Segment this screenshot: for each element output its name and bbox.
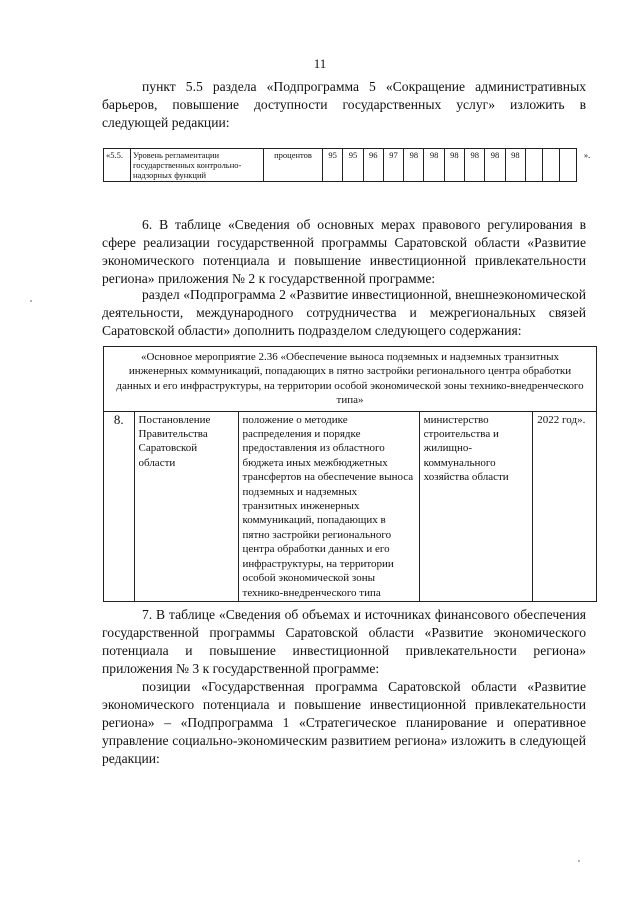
page-number: 11 bbox=[313, 56, 327, 71]
subsection-header: «Основное мероприятие 2.36 «Обеспечение выноса подземных и надземных транзитных инженерных коммуникаций, попадающих в пятно застройки регионального центра обработки данных и его инфраструктуры, на территории особой экономической зоны технико-внедренческого типа» bbox=[104, 347, 597, 412]
measures-table bbox=[103, 346, 597, 602]
value-cell: 97 bbox=[383, 149, 403, 182]
table-row bbox=[104, 149, 598, 182]
intro-paragraph: пункт 5.5 раздела «Подпрограмма 5 «Сокращение административных барьеров, повышение доступности государственных услуг» изложить в следующей редакции: bbox=[102, 79, 586, 130]
item7-paragraph: 7. В таблице «Сведения об объемах и источниках финансового обеспечения государственной программы Саратовской области «Развитие экономического потенциала и повышение инвестиционной привлекательности региона» приложения № 3 к государственной программе: bbox=[102, 607, 586, 676]
value-cell: 98 bbox=[404, 149, 424, 182]
value-cell: 98 bbox=[465, 149, 485, 182]
row-number-cell: «5.5. bbox=[104, 149, 131, 182]
unit-cell: процентов bbox=[264, 149, 323, 182]
table-header-row bbox=[104, 347, 597, 412]
executor-cell: министерство строительства и жилищно-коммунального хозяйства области bbox=[419, 411, 533, 601]
row-number-cell: 8. bbox=[104, 411, 135, 601]
closing-quote: ». bbox=[583, 149, 591, 160]
value-cell bbox=[543, 149, 560, 182]
value-cell: 98 bbox=[444, 149, 464, 182]
item6-subparagraph: раздел «Подпрограмма 2 «Развитие инвестиционной, внешнеэкономической деятельности, международного сотрудничества и межрегиональных связей Саратовской области» дополнить подразделом следующего содержания: bbox=[102, 287, 586, 338]
value-cell: 96 bbox=[363, 149, 383, 182]
item6-paragraph: 6. В таблице «Сведения об основных мерах правового регулирования в сфере реализации государственной программы Саратовской области «Развитие экономического потенциала и повышение инвестиционной привлекательности региона» приложения № 2 к государственной программе: bbox=[102, 217, 586, 286]
table-row bbox=[104, 411, 597, 601]
indicator-name-cell: Уровень регламентации государственных контрольно-надзорных функций bbox=[131, 149, 264, 182]
value-cell bbox=[526, 149, 543, 182]
value-cell: 98 bbox=[424, 149, 444, 182]
value-cell: 98 bbox=[485, 149, 505, 182]
deadline-cell: 2022 год». bbox=[533, 411, 597, 601]
scan-speck bbox=[578, 860, 580, 862]
item7-subparagraph: позиции «Государственная программа Саратовской области «Развитие экономического потенциала и повышение инвестиционной привлекательности региона» – «Подпрограмма 1 «Стратегическое планирование и оперативное управление социально-экономическим развитием региона» изложить в следующей редакции: bbox=[102, 679, 586, 766]
indicator-table bbox=[103, 148, 597, 182]
value-cell bbox=[560, 149, 577, 182]
value-cell: 95 bbox=[323, 149, 343, 182]
value-cell: 95 bbox=[343, 149, 363, 182]
document-type-cell: Постановление Правительства Саратовской области bbox=[134, 411, 238, 601]
scan-speck bbox=[30, 300, 32, 302]
value-cell: 98 bbox=[505, 149, 525, 182]
document-content-cell: положение о методике распределения и порядке предоставления из областного бюджета иных межбюджетных трансфертов на обеспечение выноса подземных и надземных транзитных инженерных коммуникаций, попадающих в пятно застройки регионального центра обработки данных и его инфраструктуры, на территории особой экономической зоны технико-внедренческого типа bbox=[238, 411, 419, 601]
